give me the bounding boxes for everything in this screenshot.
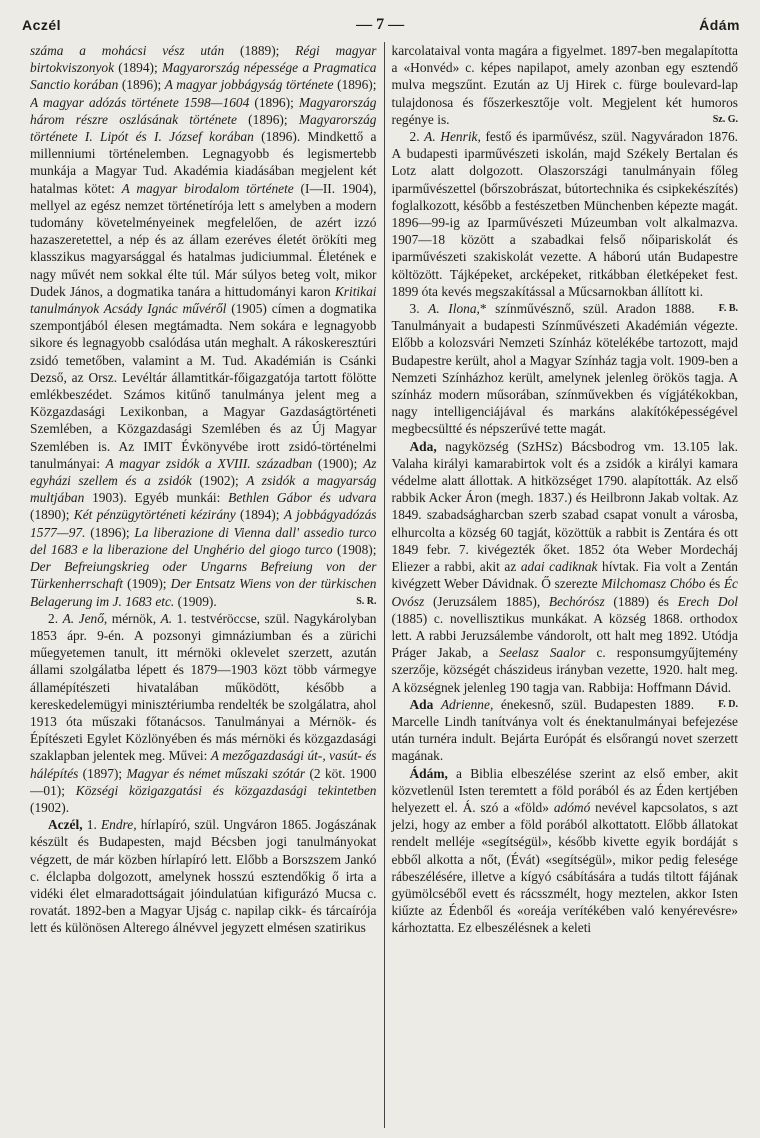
body-text: festő és iparművész, szül. Nagyváradon 1876. A budapesti iparművészeti iskolán, majd Székely Bertalan és Lotz alatt dolgozott. Olaszországi tanulmányain főleg iparművészettel (bőrszobrászat, bútortechnika és csipkekészítés) foglalkozott, később a festészetben Münchenben képezte magát. 1896—99-ig az Iparművészeti Múzeumban volt alkalmazva. 1907—18 között a szabadkai felső nőipariskolát és iparművészeti szakiskolát vezette. A háború után Budapestre költözött. Tájképeket, arcképeket, ritkábban életképeket fest. 1899 óta kevés megszakítással a Műcsarnokban állított ki. (391, 129, 738, 299)
body-text: (1902); (191, 473, 247, 489)
entry-paragraph (392, 765, 739, 937)
italic-title: Az egyházi szellem és a zsidók (30, 455, 377, 489)
italic-title: La liberazione di Vienna dall' assedio turco del 1683 e la liberazione del Unghério del giogo turco (30, 524, 377, 557)
italic-title: adómó (553, 799, 591, 815)
italic-title: A magyar adózás története 1598—1604 (30, 94, 250, 110)
body-text: 1. (82, 817, 101, 833)
entry-headword: Ada, (409, 438, 437, 454)
body-text: (2 köt. 1900—01); (30, 765, 377, 798)
header-right-headword: Ádám (699, 17, 740, 33)
right-column (384, 42, 739, 1128)
body-text: a Biblia elbeszélése szerint az első ember, akit közvetlenül Isten teremtett a föld porából és az Éden kertjében helyezett el. Á. szó a «föld» (391, 765, 738, 815)
italic-title: Községi közigazgatási és közgazdasági tekintetben (75, 782, 377, 798)
entry-headword: Ádám, (409, 765, 448, 781)
body-text: (Jeruzsálem 1885), (424, 593, 549, 609)
author-signature: F. D. (718, 698, 738, 710)
left-column (30, 42, 384, 1128)
italic-title: Erech Dol (677, 593, 738, 609)
italic-title: A magyar jobbágyság története (164, 77, 334, 93)
continued-paragraph (30, 42, 377, 610)
body-text: (1896); (118, 77, 165, 93)
italic-title: A magyar birodalom története (121, 180, 294, 196)
header-left-headword: Aczél (22, 17, 62, 33)
body-text: 2. (409, 129, 425, 145)
body-text: (1905) címen a dogmatika szempontjából élesen megtámadta. Nem sokára e legnagyobb sikore és legnagyobb csalódása után meghalt. A rákoskeresztúri zsidó temetőben, valamint a M. Tud. Akadémián is Csánki Dezső, az Orsz. Levéltár államtitkár-főigazgatója tartott fölötte emlékbeszédet. Számos kitűnő tanulmánya jelent meg a Közgazdasági Lexikonban, a Magyar Gazdaságtörténeti Szemlében, a Közgazdasági Szemlében és az Új Magyar Szemlében is. Az IMIT Évkönyvébe irott zsidó-történelmi tanulmányai: (30, 301, 377, 471)
italic-title: Magyarország története I. Lipót és I. József korában (30, 111, 377, 145)
body-text: (1890); (30, 507, 74, 523)
body-text: (1896); (249, 94, 299, 110)
italic-title: Éc Ovósz (391, 576, 738, 609)
author-signature: F. B. (718, 303, 738, 315)
body-text: (1897); (78, 765, 127, 781)
body-text: c. responsumgyűjtemény szerzője, községét chászideus irányban vezette, 1920. halt meg. A községnek jelenleg 190 tagja van. Rabbija: Hoffmann Dávid. (391, 645, 738, 695)
italic-title: Milchomasz Chóbo (601, 576, 706, 592)
italic-title: Régi magyar birtokviszonyok (30, 43, 377, 76)
italic-title: A mezőgazdasági út-, vasút- és hálépítés (30, 748, 377, 781)
italic-title: A. Henrik, (424, 129, 481, 145)
italic-title: Der Entsatz Wiens von der türkischen Belagerung im J. 1683 etc. (30, 576, 377, 609)
body-text: (1885) c. novellisztikus munkákat. A község 1868. orthodox lett. A rabbi Jeruzsálembe vándorolt, ott halt meg 1892. Utódja Práger Jakab, a (391, 610, 738, 661)
entry-paragraph (392, 696, 739, 765)
author-signature: Sz. G. (712, 113, 738, 125)
entry-headword: Aczél, (48, 817, 83, 833)
body-text: (1894); (235, 507, 284, 523)
text-columns (30, 42, 738, 1128)
body-text: (1889); (224, 43, 296, 58)
italic-title: A. (160, 610, 173, 626)
italic-title: Der Befreiungskrieg oder Ungarns Befreiung von der Türkenherrschaft (30, 559, 377, 592)
italic-title: A magyar zsidók a XVIII. században (105, 455, 313, 471)
body-text: hírlapíró, szül. Ungváron 1865. Jogászának készült és Budapesten, majd Bécsben jogi tanulmányokat végzett, de már közben hírlapíró lett. Előbb a Borszszem Jankó c. élclapba dolgozott, amelynek hosszú esztendőkig ő irta a vidéki élet elmaradottságait jóindulatúan kifigurázó Mucsa c. rovatát. 1892-ben a Magyar Ujság c. napilap cikk- és tárcaírója lett és különösen Alterego álnévvel jegyzett elmésen szatirikus (30, 817, 377, 936)
body-text: (1894); (114, 60, 162, 76)
italic-title: Bethlen Gábor és udvara (228, 490, 377, 506)
body-text: nevével kapcsolatos, s azt jelzi, hogy az ember a föld porából alkottatott. Előbb állatokat rendelt melléje «segítségül», később kivette egyik bordáját s ebből alkotta a nőt, (Évát) «segítségül», mikor pedig felesége rábeszélésére, illetve a kígyó csábítására a tudás tiltott fájának gyümölcséből evett és rácsszmélt, hogy meztelen, akkor Isten kiűzte az Édenből és «oreája verítékében való kenyérevésre» kárhoztatta. Ez elbeszélésnek a keleti (391, 799, 738, 936)
italic-title: Endre, (100, 817, 137, 833)
entry-paragraph (392, 300, 739, 438)
italic-title: A zsidók a magyarság multjában (30, 473, 377, 506)
italic-title: A jobbágyadózás 1577—97. (30, 507, 377, 540)
running-header (22, 12, 740, 38)
italic-title: Adrienne, (440, 696, 494, 712)
body-text: (1900); (312, 455, 364, 471)
body-text (433, 697, 441, 712)
body-text: és (705, 576, 724, 592)
body-text: (1908); (332, 541, 377, 557)
body-text: (I—II. 1904), mellyel az egész nemzet történetírója lett s amelyben a modern tudomány követelményeinek megfelelően, de azért izzó hazaszeretettel, a nép és az állam ezeréves életét örökíti meg klasszikus magyarsággal és hatalmas judiciummal. Életének e nagy művét nem sokkal élte túl. Már súlyos beteg volt, mikor Dudek János, a dogmatika tanára a hittudományi karon (30, 180, 377, 299)
body-text: (1909). (174, 593, 217, 609)
italic-title: A. Ilona, (428, 301, 480, 317)
body-text: (1896); (333, 77, 377, 93)
entry-paragraph (30, 816, 377, 936)
italic-title: Kritikai tanulmányok Acsády Ignác művéről (30, 283, 377, 317)
italic-title: Bechórósz (548, 593, 605, 609)
italic-title: A. Jenő (62, 610, 104, 626)
italic-title: Magyarország népessége a Pragmatica Sanctio korában (30, 60, 377, 93)
continued-paragraph (392, 42, 739, 128)
italic-title: száma a mohácsi vész után (30, 43, 225, 58)
body-text: énekesnő, szül. Budapesten 1889. Marcelle Lindh tanítványa volt és énektanulmányai befejezése után turnéra indult. Bejárta Európát és elsőrangú novet szerzett magának. (391, 696, 738, 764)
italic-title: adai cadiknak (520, 559, 598, 575)
italic-title: Magyarország három részre oszlásának története (30, 94, 377, 127)
body-text: (1896). Mindkettő a millenniumi történelemben. Legnagyobb és legismertebb munkája a Magyar Tud. Akadémia kiadásában megjelent két hatalmas kötet: (30, 129, 377, 196)
body-text: (1909); (122, 576, 171, 592)
italic-title: Magyar és német műszaki szótár (126, 765, 306, 781)
italic-title: Két pénzügytörténeti kézirány (73, 507, 236, 523)
body-text: 3. (409, 301, 429, 317)
page-number: — 7 — (356, 16, 405, 33)
body-text: 2. (48, 610, 63, 626)
body-text: hívtak. Fia volt a Zentán kivégzett Weber Dávidnak. Ő szerezte (391, 559, 738, 592)
body-text: (1889) és (604, 593, 678, 609)
author-signature: S. R. (356, 595, 377, 607)
body-text: 1903). Egyéb munkái: (84, 490, 229, 506)
body-text: nagyközség (SzHSz) Bácsbodrog vm. 13.105 lak. Valaha királyi kamarabirtok volt és a zsidók a királyi kamara védelme alatt állottak. A hitközséget 1790. alapították. Az első rabbik Acker Áron (megh. 1837.) és Heilbronn Jakab voltak. Az 1849. szabadságharcban szerb szabad csapat vonult a városba, elhurcolta a község 60 tagját, közöttük a rabbit is Zentára és ott 1849 febr. 7. kivégezték őket. 1852 óta Weber Mordecháj Eliezer a rabbi, akit az (391, 438, 738, 575)
body-text: * színművésznő, szül. Aradon 1888. Tanulmányait a budapesti Színművészeti Akadémián végezte. Előbb a kolozsvári Nemzeti Színház kötelékébe tartozott, majd Budapestre került, ahol a Magyar Színház tagja volt. 1909-ben a Nemzeti Színházhoz került, amelynek jelenleg örökös tagja. A színház modern műsorában, színművekben és vígjátékokban, nagy intelligenciájával és markáns alakítóképességével megbecsültté és népszerűvé tette magát. (391, 301, 738, 437)
body-text: (1902). (30, 799, 70, 815)
body-text: , mérnök, (103, 610, 161, 626)
italic-title: Seelasz Saalor (499, 645, 586, 661)
body-text: karcolataival vonta magára a figyelmet. 1897-ben megalapította a «Honvéd» c. képes napilapot, amely azonban egy esztendő mulva megszűnt. Ezután az Uj Hirek c. fürge boulevard-lap tulajdonosa és főszerkesztője volt. Megjelent két humoros regénye is. (391, 43, 738, 127)
body-text: (1896); (85, 524, 135, 540)
entry-headword: Ada (409, 696, 434, 712)
entry-paragraph (30, 610, 377, 816)
body-text: 1. testvéröccse, szül. Nagykárolyban 1853 ápr. 9-én. A pozsonyi gimnáziumban és a zürichi műegyetemen tanult, itt mérnöki oklevelet szerzett, azután állami szolgálatba lépett és 1879—1903 közt több vármegye államépítészeti hivatalában működött, később a kereskedelemügyi minisztériumba rendelték be szolgálatra, ahol 1913 óta műszaki főtanácsos. Tanulmányai a Mérnök- és Építészeti Egylet Közlönyében és más mérnöki és közgazdasági szaklapban jelentek meg. Művei: (30, 610, 377, 764)
body-text: (1896); (236, 111, 299, 127)
